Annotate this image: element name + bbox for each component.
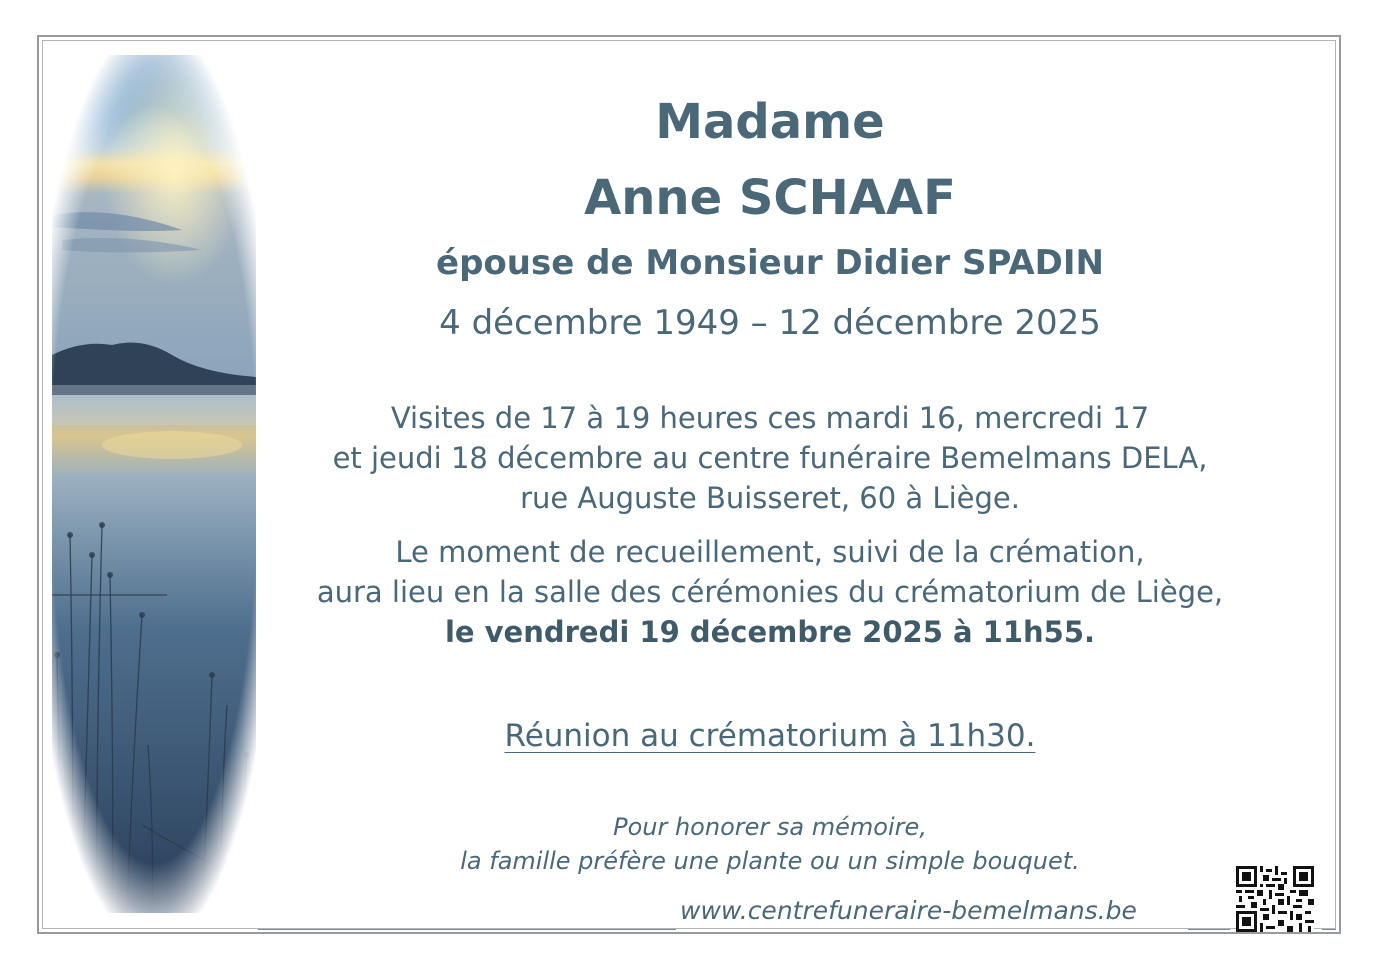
- tribute-line-2: la famille préfère une plante ou un simple bouquet.: [460, 847, 1080, 875]
- life-dates: 4 décembre 1949 – 12 décembre 2025: [439, 303, 1101, 343]
- qr-code-icon[interactable]: [1236, 866, 1314, 932]
- tribute-line-1: Pour honorer sa mémoire,: [613, 813, 927, 841]
- visits-line-3: rue Auguste Buisseret, 60 à Liège.: [520, 481, 1020, 515]
- honorific: Madame: [655, 94, 885, 150]
- visits-line-1: Visites de 17 à 19 heures ces mardi 16, mercredi 17: [390, 401, 1150, 435]
- spouse-line: épouse de Monsieur Didier SPADIN: [436, 243, 1104, 283]
- visits-line-2: et jeudi 18 décembre au centre funéraire Bemelmans DELA,: [332, 441, 1208, 475]
- ceremony-line-2: aura lieu en la salle des cérémonies du crématorium de Liège,: [316, 575, 1224, 609]
- ceremony-line-1: Le moment de recueillement, suivi de la crémation,: [395, 535, 1145, 569]
- footer-rule: [1322, 929, 1336, 930]
- website-link[interactable]: www.centrefuneraire-bemelmans.be: [680, 896, 1137, 925]
- footer-rule: [258, 929, 676, 930]
- deceased-name: Anne SCHAAF: [584, 170, 956, 226]
- meeting-time: Réunion au crématorium à 11h30.: [504, 718, 1036, 754]
- ceremony-date: le vendredi 19 décembre 2025 à 11h55.: [444, 615, 1096, 649]
- footer-rule: [1188, 929, 1230, 930]
- lake-sunset-photo: [52, 55, 256, 913]
